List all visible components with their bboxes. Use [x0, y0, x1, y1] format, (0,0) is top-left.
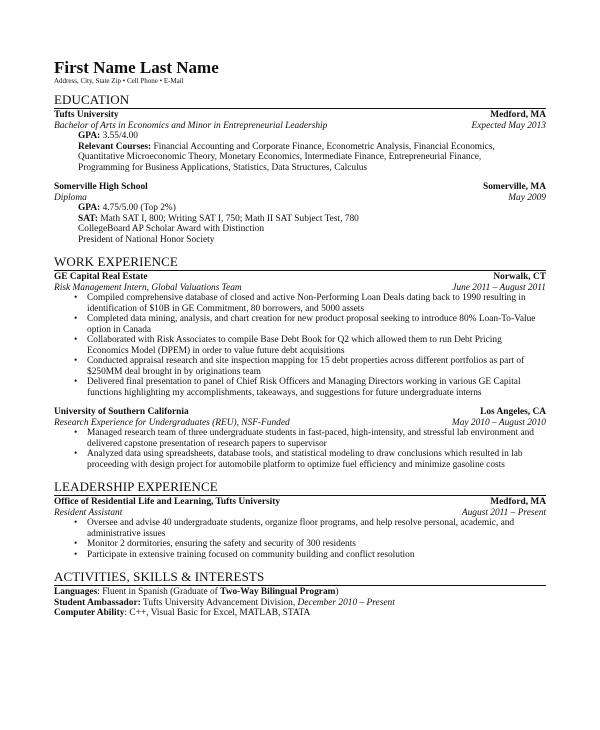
job-location: Norwalk, CT — [493, 272, 546, 282]
list-item: • Completed data mining, analysis, and chart creation for new product proposal seeking to introduce 80% Loan-To-Value option in Canada — [54, 314, 546, 335]
job-org: University of Southern California — [54, 407, 189, 417]
education-heading: EDUCATION — [54, 93, 546, 109]
job-usc — [54, 407, 546, 470]
list-item: • Conducted appraisal research and site inspection mapping for 15 debt properties across different portfolios as part of $250MM deal brought in by originations team — [54, 356, 546, 377]
activities-heading: ACTIVITIES, SKILLS & INTERESTS — [54, 570, 546, 586]
award-line: CollegeBoard AP Scholar Award with Distinction — [78, 224, 265, 234]
job-location: Los Angeles, CA — [480, 407, 546, 417]
ambassador-line: Student Ambassador: Tufts University Advancement Division, December 2010 – Present — [54, 597, 395, 608]
job-bullets — [54, 293, 546, 398]
list-item: • Participate in extensive training focused on community building and conflict resolution — [54, 550, 546, 561]
resume-page — [54, 58, 546, 619]
list-item: • Collaborated with Risk Associates to compile Base Debt Book for Q2 which allowed them to run Debt Pricing Economics Model (DPEM) in order to value future debt acquisitions — [54, 335, 546, 356]
job-bullets — [54, 428, 546, 470]
gpa-line: GPA: 4.75/5.00 (Top 2%) — [78, 203, 176, 213]
activities-block — [54, 587, 546, 619]
list-item: • Managed research team of three undergraduate students in fast-paced, high-intensity, and stressful lab environment and delivered capstone presentation of research papers to supervisor — [54, 428, 546, 449]
candidate-name: First Name Last Name — [54, 58, 219, 77]
gpa-line: GPA: 3.55/4.00 — [78, 131, 138, 141]
job-ge — [54, 272, 546, 398]
school-date: May 2009 — [508, 192, 546, 203]
leadership-org: Office of Residential Life and Learning, Tufts University — [54, 497, 281, 507]
school-location: Medford, MA — [490, 110, 546, 120]
school-name: Tufts University — [54, 110, 119, 120]
list-item: • Compiled comprehensive database of closed and active Non-Performing Loan Deals dating back to 1990 resulting in identification of $10B in GE Commitment, 80 borrowers, and 5000 assets — [54, 293, 546, 314]
job-date: June 2011 – August 2011 — [452, 282, 546, 293]
school-degree: Bachelor of Arts in Economics and Minor in Entrepreneurial Leadership — [54, 120, 328, 131]
leadership-role: Resident Assistant — [54, 507, 123, 518]
job-role: Research Experience for Undergraduates (REU), NSF-Funded — [54, 417, 290, 428]
school-degree: Diploma — [54, 192, 87, 203]
courses-line: Relevant Courses: Financial Accounting and Corporate Finance, Econometric Analysis, Financial Economics, — [78, 141, 495, 152]
work-heading: WORK EXPERIENCE — [54, 255, 546, 271]
list-item: • Oversee and advise 40 undergraduate students, organize floor programs, and help resolve personal, academic, and administrative issues — [54, 518, 546, 539]
job-date: May 2010 – August 2010 — [451, 417, 546, 428]
leadership-heading: LEADERSHIP EXPERIENCE — [54, 480, 546, 496]
leadership-bullets — [54, 518, 546, 560]
contact-line: Address, City, State Zip • Cell Phone • E-Mail — [54, 77, 184, 85]
education-somerville — [54, 182, 546, 245]
education-tufts — [54, 110, 546, 173]
award-line: President of National Honor Society — [78, 234, 215, 245]
job-org: GE Capital Real Estate — [54, 272, 148, 282]
leadership-location: Medford, MA — [490, 497, 546, 507]
leadership-ra — [54, 497, 546, 560]
job-role: Risk Management Intern, Global Valuations Team — [54, 282, 242, 293]
list-item: • Monitor 2 dormitories, ensuring the safety and security of 300 residents — [54, 539, 546, 550]
school-date: Expected May 2013 — [471, 120, 546, 131]
school-name: Somerville High School — [54, 182, 148, 192]
courses-line-2: Quantitative Microeconomic Theory, Monetary Economics, Intermediate Finance, Entrepreneurial Finance, — [78, 152, 482, 162]
list-item: • Delivered final presentation to panel of Chief Risk Officers and Managing Directors working in various GE Capital functions highlighting my accomplishments, takeaways, and suggestions for future undergraduate interns — [54, 377, 546, 398]
list-item: • Analyzed data using spreadsheets, database tools, and statistical modeling to draw conclusions which resulted in lab proceeding with design project for automobile platform to optimize fuel efficiency and minimize gasoline costs — [54, 449, 546, 470]
leadership-date: August 2011 – Present — [461, 507, 546, 518]
sat-line: SAT: Math SAT I, 800; Writing SAT I, 750; Math II SAT Subject Test, 780 — [78, 213, 359, 224]
computer-line: Computer Ability: C++, Visual Basic for Excel, MATLAB, STATA — [54, 608, 311, 618]
school-location: Somerville, MA — [482, 182, 546, 192]
courses-line-3: Programming for Business Applications, Statistics, Data Structures, Calculus — [78, 162, 368, 173]
languages-line: Languages: Fluent in Spanish (Graduate of Two-Way Bilingual Program) — [54, 587, 339, 597]
